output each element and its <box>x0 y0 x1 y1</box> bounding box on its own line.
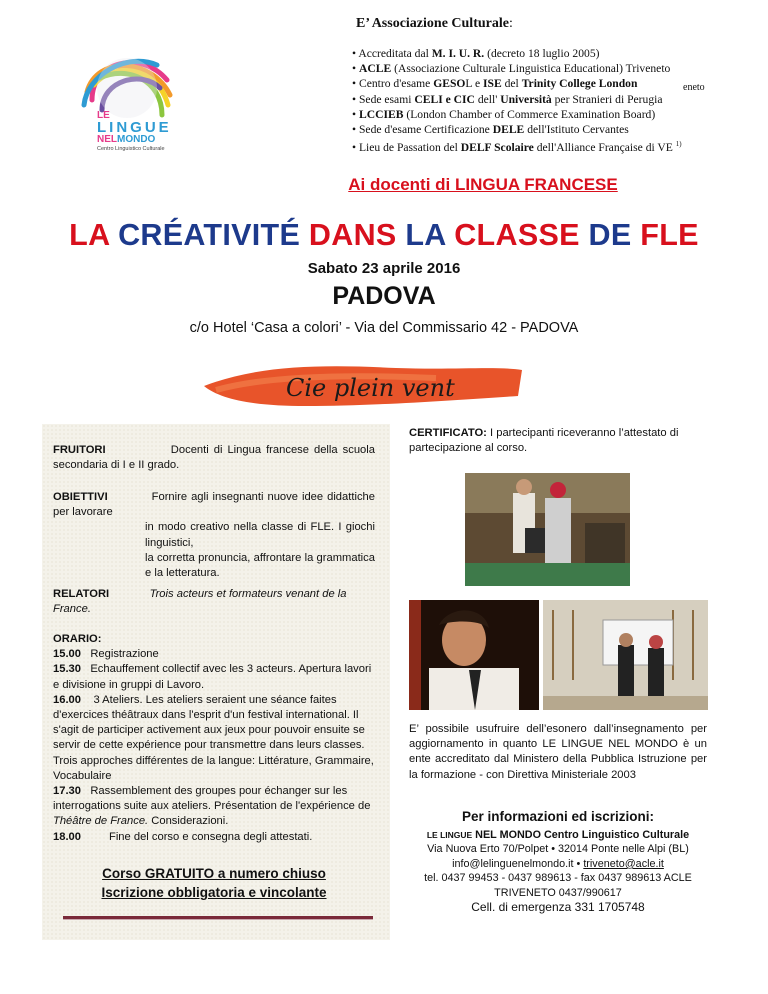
org-address: Via Nuova Erto 70/Polpet • 32014 Ponte nelle Alpi (BL) <box>427 843 689 856</box>
title-word: DE <box>588 218 632 252</box>
relatori-section <box>53 587 375 617</box>
overflow-text: eneto <box>683 82 705 93</box>
association-colon: : <box>508 16 513 31</box>
event-venue: c/o Hotel ‘Casa a colori’ - Via del Commissario 42 - PADOVA <box>189 320 579 336</box>
company-banner-logo <box>196 356 528 414</box>
relatori-text: Trois acteurs et formateurs venant de la France. <box>53 588 347 616</box>
accreditation-item: • Sede esami CELI e CIC dell' Università per Stranieri di Perugia <box>352 92 663 106</box>
logo-mondo: MONDO <box>117 134 156 145</box>
certificato-label: CERTIFICATO: <box>409 427 487 439</box>
orario-label: ORARIO: <box>53 633 102 645</box>
title-word: DANS <box>308 218 397 252</box>
banner-text: Cie plein vent <box>286 374 455 402</box>
photo-gym-performance <box>543 600 708 710</box>
email-link[interactable]: info@lelinguenelmondo.it <box>452 857 574 870</box>
title-word: CLASSE <box>454 218 580 252</box>
accreditation-item: • Accreditata dal M. I. U. R. (decreto 18 luglio 2005) <box>352 47 600 60</box>
schedule-item: 16.00 3 Ateliers. Les ateliers seraient une séance faites d'exercices théâtraux dans l'esprit d'un festival international. Il s'agit de participer activement aux jeux pour pouvoir ensuite se servir de cette expérience pour transmettre dans leurs classes. Trois approches différentes de la langue: Littérature, Grammaire, Vocabulaire <box>53 693 374 782</box>
logo-subtitle: Centro Linguistico Culturale <box>97 146 165 152</box>
divider-bar <box>63 916 373 920</box>
schedule-item: 18.00 Fine del corso e consegna degli attestati. <box>53 830 313 843</box>
contact-block <box>409 828 707 914</box>
certificato-text: I partecipanti riceveranno l’attestato di partecipazione al corso. <box>409 427 679 455</box>
org-name: LE LINGUE NEL MONDO Centro Linguistico Culturale <box>426 829 690 841</box>
photo-actor-closeup <box>409 600 539 710</box>
enrollment-line: Iscrizione obbligatoria e vincolante <box>101 885 327 900</box>
obiettivi-label: OBIETTIVI <box>53 491 108 503</box>
title-word: FLE <box>640 218 699 252</box>
accreditation-item: • Centro d'esame GESOL e ISE del Trinity College London <box>352 77 638 91</box>
org-emails: info@lelinguenelmondo.it • triveneto@acle.it <box>452 857 664 870</box>
org-triveneto: TRIVENETO 0437/990617 <box>494 886 622 899</box>
association-title <box>356 16 513 32</box>
accreditation-item: • ACLE (Associazione Culturale Linguistica Educational) Triveneto <box>352 62 671 76</box>
accreditation-item: • Lieu de Passation del DELF Scolaire dell'Alliance Française di VE $^{1)}$ <box>352 140 682 155</box>
title-word: CRÉATIVITÉ <box>118 218 301 252</box>
obiettivi-line: in modo creativo nella classe di FLE. I giochi linguistici, <box>145 521 375 549</box>
fruitori-text: Docenti di Lingua francese della scuola secondaria di I e II grado. <box>53 444 375 472</box>
title-word: LA <box>69 218 110 252</box>
logo-lingue: LINGUE <box>97 119 172 136</box>
accreditation-item: • LCCIEB (London Chamber of Commerce Examination Board) <box>352 107 656 121</box>
obiettivi-section <box>53 490 375 581</box>
schedule-item: 17.30 Rassemblement des groupes pour échanger sur les interrogations suite aux ateliers. Présentation de l'expérience de Théâtre de France. Considerazioni. <box>53 785 371 828</box>
schedule-item: 15.00 Registrazione <box>53 648 159 661</box>
event-city: PADOVA <box>332 282 436 310</box>
photo-actors-stage <box>465 473 630 586</box>
association-name: E’ Associazione Culturale <box>356 16 509 31</box>
event-date: Sabato 23 aprile 2016 <box>307 260 461 277</box>
esonero-text: E’ possibile usufruire dell’esonero dall’insegnamento per aggiornamento in quanto LE LINGUE NEL MONDO è un ente accreditato dal Ministero della Pubblica Istruzione per la formazione - con Direttiva Ministeriale 2003 <box>409 723 707 781</box>
accreditation-item: • Sede d'esame Certificazione DELE dell'Istituto Cervantes <box>352 123 629 137</box>
logo-wordmark <box>97 110 197 152</box>
main-title <box>0 218 768 253</box>
relatori-label: RELATORI <box>53 588 110 600</box>
email-link[interactable]: triveneto@acle.it <box>583 857 664 870</box>
free-course-notice <box>53 864 375 902</box>
audience-text: Ai docenti di LINGUA FRANCESE <box>348 175 618 194</box>
schedule-item: 15.30 Echauffement collectif avec les 3 acteurs. Apertura lavori e divisione in gruppi di Lavoro. <box>53 663 372 691</box>
free-course-line: Corso GRATUITO a numero chiuso <box>102 866 326 881</box>
obiettivi-line: la corretta pronuncia, affrontare la grammatica e la letteratura. <box>145 551 375 580</box>
audience-heading <box>0 175 768 195</box>
fruitori-label: FRUITORI <box>53 444 106 456</box>
title-word: LA <box>405 218 446 252</box>
orario-section <box>53 632 375 845</box>
org-phones: tel. 0437 99453 - 0437 989613 - fax 0437 989613 ACLE <box>424 872 692 885</box>
logo-nel: NEL <box>97 134 117 145</box>
info-heading: Per informazioni ed iscrizioni: <box>461 809 655 824</box>
logo-le: LE <box>97 110 110 121</box>
fruitori-section <box>53 443 375 473</box>
obiettivi-line: Fornire agli insegnanti nuove idee didattiche per lavorare <box>53 491 375 519</box>
certificato-section <box>409 426 709 456</box>
emergency-phone: Cell. di emergenza 331 1705748 <box>471 900 645 915</box>
accreditation-list <box>352 46 682 155</box>
footnote-mark: 1) <box>675 140 682 149</box>
